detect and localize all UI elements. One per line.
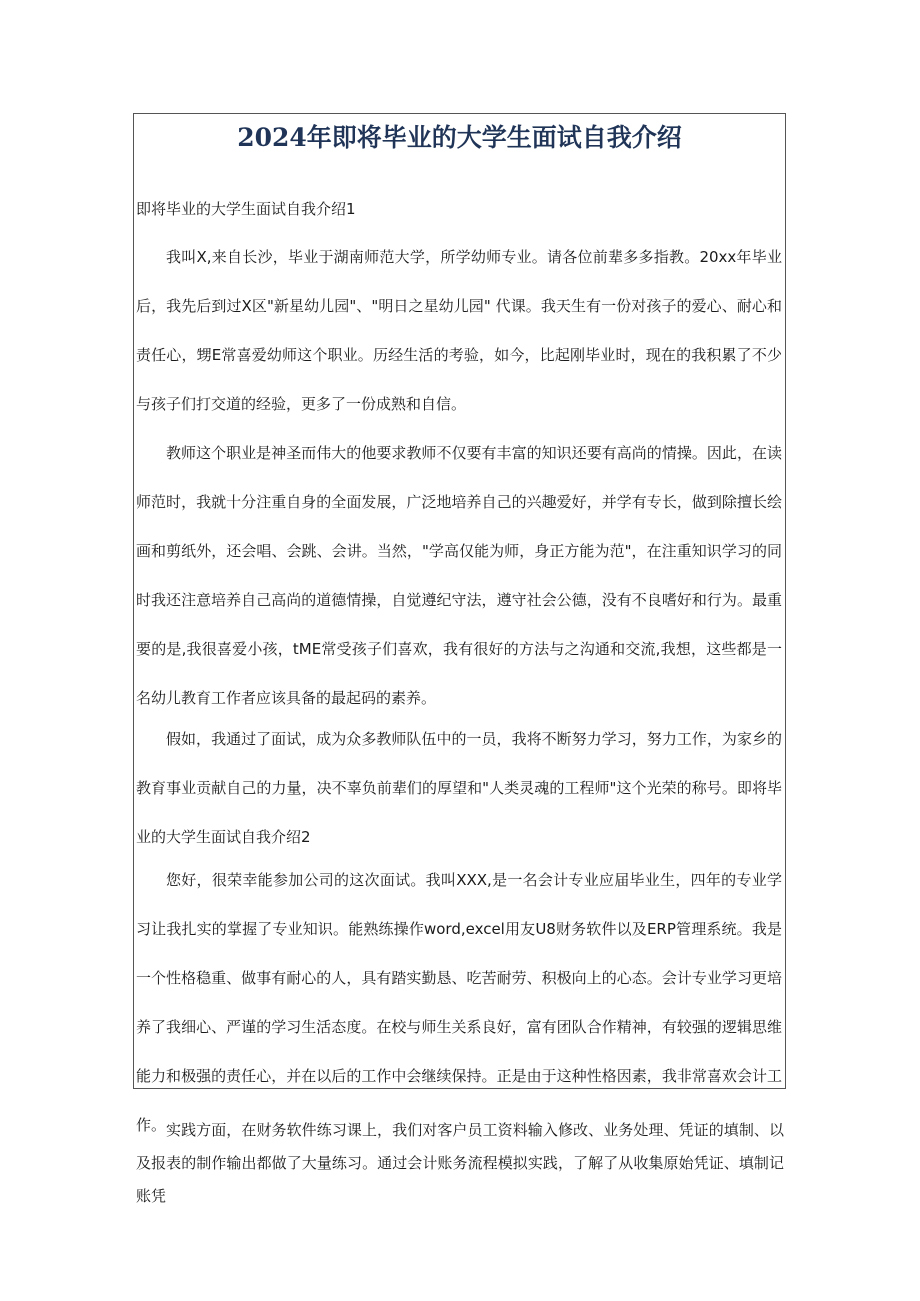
paragraph-interview-hope: 假如，我通过了面试，成为众多教师队伍中的一员，我将不断努力学习，努力工作，为家乡的教育事业贡献自己的力量，决不辜负前辈们的厚望和"人类灵魂的工程师"这个光荣的称号。即将毕业的大学生面试自我介绍2 [136,730,782,846]
paragraph-intro-2: 您好，很荣幸能参加公司的这次面试。我叫XXX,是一名会计专业应届毕业生，四年的专业学习让我扎实的掌握了专业知识。能熟练操作word,excel用友U8财务软件以及ERP管理系统。我是一个性格稳重、做事有耐心的人，具有踏实勤恳、吃苦耐劳、积极向上的心态。会计专业学习更培养了我细心、严谨的学习生活态度。在校与师生关系良好，富有团队合作精神，有较强的逻辑思维能力和极强的责任心，并在以后的工作中会继续保持。正是由于这种性格因素，我非常喜欢会计工作。 [136,871,782,1134]
paragraph-practice: 实践方面，在财务软件练习课上，我们对客户员工资料输入修改、业务处理、凭证的填制、以及报表的制作输出都做了大量练习。通过会计账务流程模拟实践，了解了从收集原始凭证、填制记账凭 [136,1121,784,1205]
section-heading-1: 即将毕业的大学生面试自我介绍1 [136,200,356,218]
document-title: 2024年即将毕业的大学生面试自我介绍 [237,123,682,152]
paragraph-intro-1: 我叫X,来自长沙，毕业于湖南师范大学，所学幼师专业。请各位前辈多多指教。20xx年毕业后，我先后到过X区"新星幼儿园"、"明日之星幼儿园" 代课。我天生有一份对孩子的爱心、耐心和责任心，甥E常喜爱幼师这个职业。历经生活的考验，如今，比起刚毕业时，现在的我积累了不少与孩子们打交道的经验，更多了一份成熟和自信。 [136,248,782,413]
paragraph-teacher-career: 教师这个职业是神圣而伟大的他要求教师不仅要有丰富的知识还要有高尚的情操。因此，在读师范时，我就十分注重自身的全面发展，广泛地培养自己的兴趣爱好，并学有专长，做到除擅长绘画和剪纸外，还会唱、会跳、会讲。当然，"学高仅能为师，身正方能为范"，在注重知识学习的同时我还注意培养自己高尚的道德情操，自觉遵纪守法，遵守社会公德，没有不良嗜好和行为。最重要的是,我很喜爱小孩，tME常受孩子们喜欢，我有很好的方法与之沟通和交流,我想，这些都是一名幼儿教育工作者应该具备的最起码的素养。 [136,444,782,707]
